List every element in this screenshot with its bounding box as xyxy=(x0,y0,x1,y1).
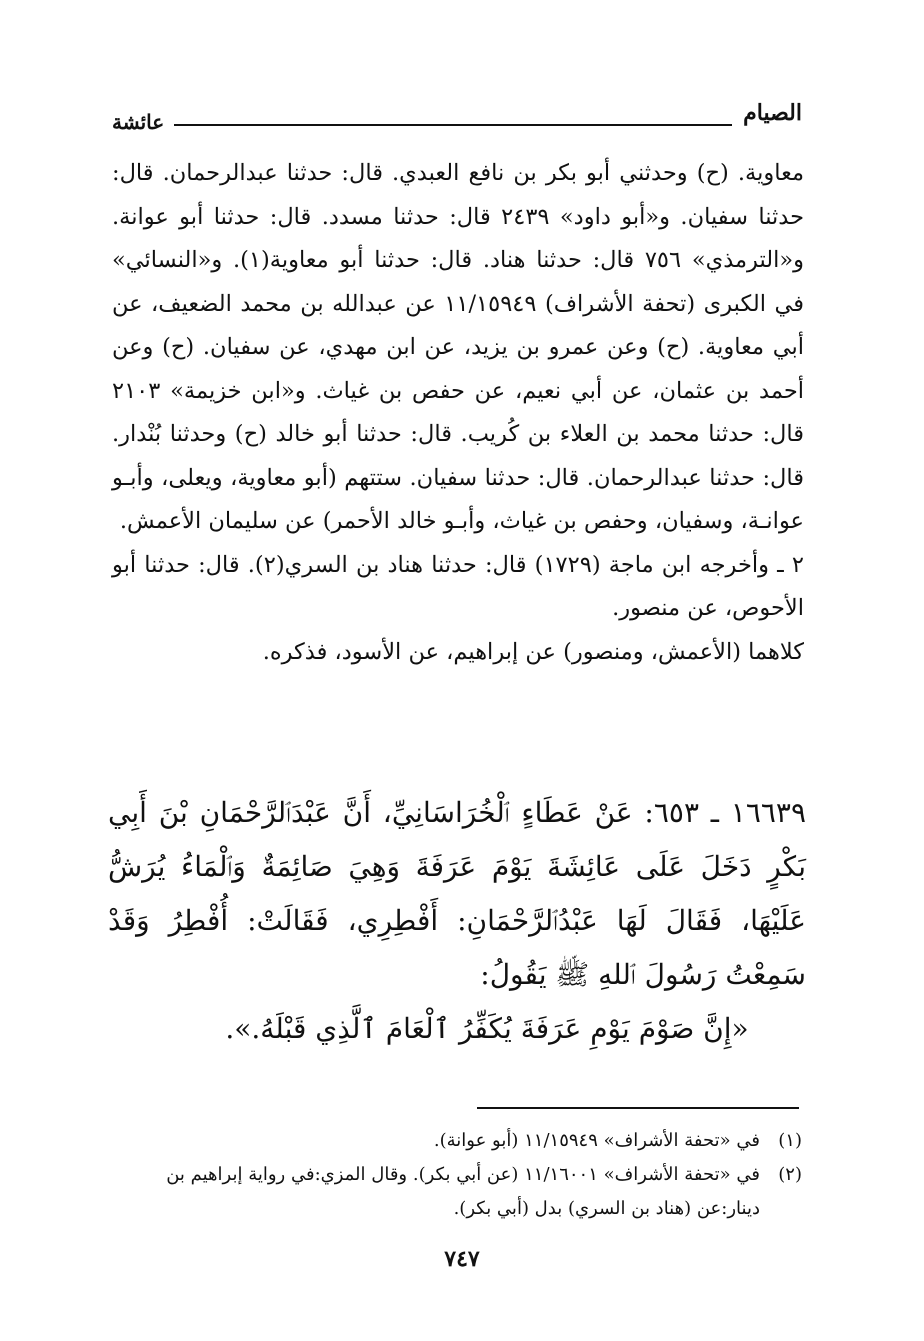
main-paragraph-1: معاوية. (ح) وحدثني أبو بكر بن نافع العبدي. قال: حدثنا عبدالرحمان. قال: حدثنا سفيان. و«أبو داود» ٢٤٣٩ قال: حدثنا مسدد. قال: حدثنا أبو عوانة. و«الترمذي» ٧٥٦ قال: حدثنا هناد. قال: حدثنا أبو معاوية(١). و«النسائي» في الكبرى (تحفة الأشراف) ١١/١٥٩٤٩ عن عبدالله بن محمد الضعيف، عن أبي معاوية. (ح) وعن عمرو بن يزيد، عن ابن مهدي، عن سفيان. (ح) وعن أحمد بن عثمان، عن أبي نعيم، عن حفص بن غياث. و«ابن خزيمة» ٢١٠٣ قال: حدثنا محمد بن العلاء بن كُريب. قال: حدثنا أبو خالد (ح) وحدثنا بُنْدار. قال: حدثنا عبدالرحمان. قال: حدثنا سفيان. ستتهم (أبو معاوية، ويعلى، وأبـو عوانـة، وسفيان، وحفص بن غياث، وأبـو خالد الأحمر) عن سليمان الأعمش. xyxy=(112,160,805,534)
footnote-number: (٢) xyxy=(778,1164,802,1185)
footnote-item xyxy=(112,1124,802,1158)
footnote-text: في «تحفة الأشراف» ١١/١٦٠٠١ (عن أبي بكر). وقال المزي:في رواية إبراهيم بن دينار:عن (هناد بن السري) بدل (أبي بكر). xyxy=(166,1164,760,1219)
hadith-block xyxy=(108,786,806,1056)
hadith-text: ١٦٦٣٩ ـ ٦٥٣: عَنْ عَطَاءٍ ٱلْخُرَاسَانِيِّ، أَنَّ عَبْدَٱلرَّحْمَانِ بْنَ أَبِي بَكْرٍ دَخَلَ عَلَى عَائِشَةَ يَوْمَ عَرَفَةَ وَهِيَ صَائِمَةٌ وَٱلْمَاءُ يُرَشُّ عَلَيْهَا، فَقَالَ لَهَا عَبْدُٱلرَّحْمَانِ: أَفْطِرِي، فَقَالَتْ: أُفْطِرُ وَقَدْ سَمِعْتُ رَسُولَ ٱللهِ ﷺ يَقُولُ: xyxy=(108,796,806,991)
footnote-text: في «تحفة الأشراف» ١١/١٥٩٤٩ (أبو عوانة). xyxy=(433,1130,760,1151)
footnote-divider xyxy=(477,1107,799,1109)
hadith-quote: «إِنَّ صَوْمَ يَوْمِ عَرَفَةَ يُكَفِّرُ ٱلْعَامَ ٱلَّذِي قَبْلَهُ.». xyxy=(225,1012,749,1045)
footnote-item xyxy=(112,1158,802,1226)
main-paragraph-2: ٢ ـ وأخرجه ابن ماجة (١٧٢٩) قال: حدثنا هناد بن السري(٢). قال: حدثنا أبو الأحوص، عن منصور. xyxy=(112,551,805,621)
header-divider xyxy=(174,124,732,126)
running-header xyxy=(112,100,802,136)
chapter-title: عائشة xyxy=(112,110,165,134)
footnotes xyxy=(112,1124,802,1226)
main-text xyxy=(112,152,804,674)
main-paragraph-3: كلاهما (الأعمش، ومنصور) عن إبراهيم، عن الأسود، فذكره. xyxy=(262,638,804,665)
page-number: ٧٤٧ xyxy=(444,1246,480,1272)
section-title: الصيام xyxy=(743,100,802,126)
footnote-number: (١) xyxy=(778,1130,802,1151)
